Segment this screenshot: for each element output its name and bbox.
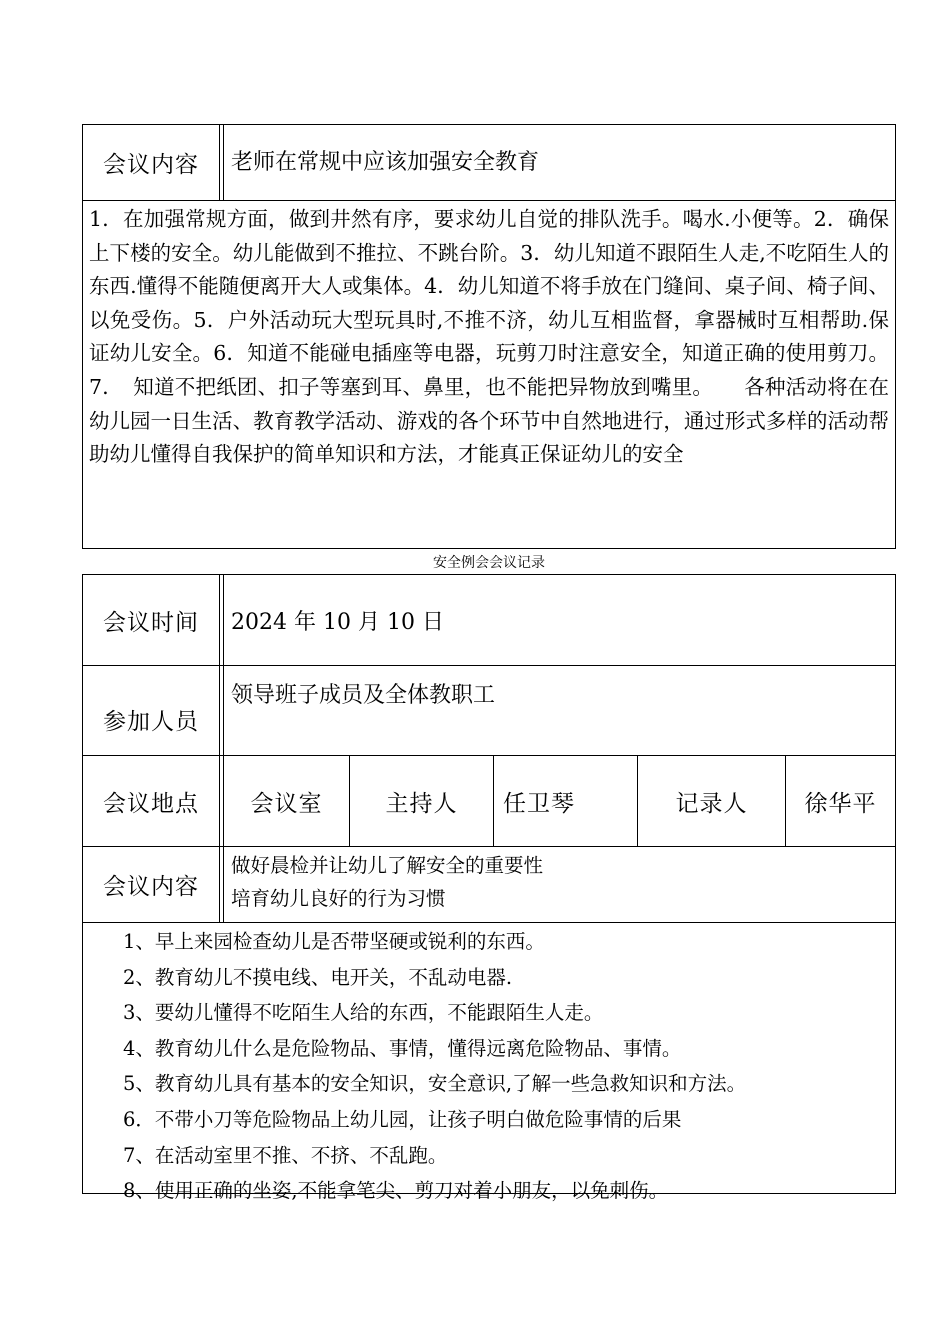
list-item: 6．不带小刀等危险物品上幼儿园，让孩子明白做危险事情的后果 — [123, 1107, 682, 1131]
list-item: 8、使用正确的坐姿,不能拿笔尖、剪刀对着小朋友，以免刺伤。 — [123, 1179, 669, 1203]
list-item: 4、教育幼儿什么是危险物品、事情，懂得远离危险物品、事情。 — [123, 1036, 682, 1060]
meeting-time-label: 会议时间 — [103, 609, 199, 636]
list-item: 3、要幼儿懂得不吃陌生人给的东西，不能跟陌生人走。 — [123, 1001, 604, 1025]
table1-divider-horizontal — [83, 200, 895, 201]
list-item: 7、在活动室里不推、不挤、不乱跑。 — [123, 1143, 448, 1167]
table2-location-divider — [493, 755, 494, 846]
table2-row-divider — [83, 922, 895, 923]
host-value: 任卫琴 — [503, 790, 575, 817]
host-label: 主持人 — [385, 790, 458, 817]
meeting-table-2 — [82, 574, 896, 1203]
safety-item-list — [123, 924, 893, 1203]
content-topics — [231, 849, 881, 919]
table1-content-label: 会议内容 — [103, 152, 199, 178]
table1-divider-vertical — [219, 125, 220, 200]
table2-label-divider-inner — [223, 575, 224, 922]
page-caption: 安全例会会议记录 — [433, 555, 545, 571]
list-item: 5、教育幼儿具有基本的安全知识，安全意识,了解一些急救知识和方法。 — [123, 1072, 747, 1096]
content-topic-line: 培育幼儿良好的行为习惯 — [231, 887, 446, 910]
list-item: 2、教育幼儿不摸电线、电开关，不乱动电器. — [123, 965, 513, 989]
table1-content-body: 1．在加强常规方面，做到井然有序，要求幼儿自觉的排队洗手。喝水.小便等。2．确保上下楼的安全。幼儿能做到不推拉、不跳台阶。3．幼儿知道不跟陌生人走,不吃陌生人的东西.懂得不能随便离开大人或集体。4．幼儿知道不将手放在门缝间、桌子间、椅子间、以免受伤。5．户外活动玩大型玩具时,不推不济，幼儿互相监督，拿器械时互相帮助.保证幼儿安全。6．知道不能碰电插座等电器，玩剪刀时注意安全，知道正确的使用剪刀。7． 知道不把纸团、扣子等塞到耳、鼻里，也不能把异物放到嘴里。 各种活动将在在幼儿园一日生活、教育教学活动、游戏的各个环节中自然地进行，通过形式多样的活动帮助幼儿懂得自我保护的简单知识和方法，才能真正保证幼儿的安全 — [89, 207, 889, 467]
recorder-value: 徐华平 — [804, 790, 877, 817]
table1-divider-vertical-inner — [223, 125, 224, 200]
recorder-label: 记录人 — [675, 790, 748, 817]
meeting-time-value: 2024 年 10 月 10 日 — [231, 609, 444, 635]
meeting-table-1 — [82, 124, 896, 549]
location-label: 会议地点 — [103, 790, 199, 817]
attendees-value: 领导班子成员及全体教职工 — [231, 683, 496, 708]
list-item: 1、早上来园检查幼儿是否带坚硬或锐利的东西。 — [123, 930, 545, 953]
table1-content-topic: 老师在常规中应该加强安全教育 — [231, 150, 540, 175]
content-topic-line: 做好晨检并让幼儿了解安全的重要性 — [231, 854, 544, 877]
content-label: 会议内容 — [103, 874, 199, 900]
table2-label-divider — [219, 575, 220, 922]
attendees-label: 参加人员 — [103, 709, 199, 735]
location-value: 会议室 — [250, 790, 323, 817]
